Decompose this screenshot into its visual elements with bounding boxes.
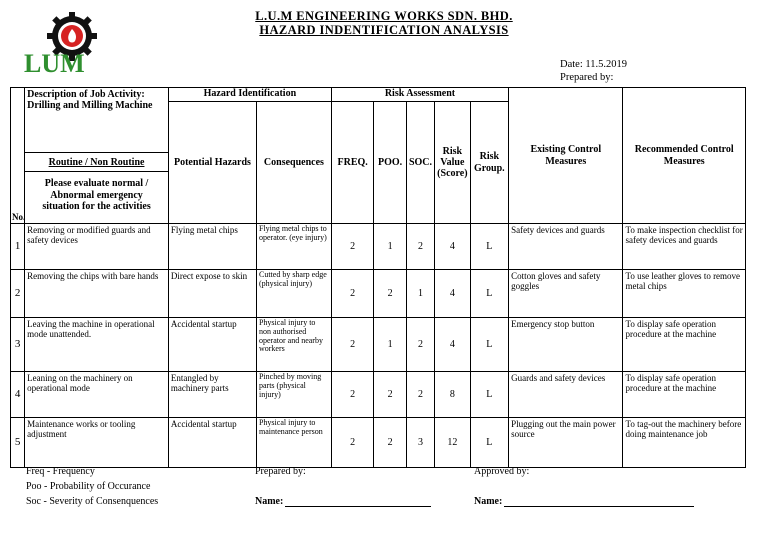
legend-soc: Soc - Severity of Consenquences [26, 496, 159, 507]
company-name: L.U.M ENGINEERING WORKS SDN. BHD. [255, 9, 513, 23]
svg-text:LUM: LUM [24, 49, 85, 76]
document-date: Date: 11.5.2019 [560, 59, 627, 70]
column-header-consequences: Consequences [256, 102, 331, 224]
freq-value: 2 [331, 372, 374, 418]
recommended-control: To tag-out the machinery before doing maintenance job [623, 418, 746, 468]
freq-value: 2 [331, 270, 374, 318]
poo-value: 1 [374, 318, 406, 372]
column-header-no: No. [11, 88, 25, 224]
column-header-risk-value: Risk Value (Score) [435, 102, 470, 224]
column-header-existing-controls: Existing Control Measures [509, 88, 623, 224]
risk-group: L [470, 224, 509, 270]
approved-name-field[interactable] [474, 496, 694, 507]
potential-hazard: Direct expose to skin [168, 270, 256, 318]
existing-control: Emergency stop button [509, 318, 623, 372]
soc-value: 2 [406, 372, 434, 418]
legend-freq: Freq - Frequency [26, 466, 95, 477]
risk-score: 4 [435, 270, 470, 318]
table-row [11, 224, 746, 270]
job-activity: Removing or modified guards and safety devices [25, 224, 169, 270]
approved-by-label: Approved by: [474, 466, 530, 477]
consequence: Physical injury to maintenance person [256, 418, 331, 468]
risk-score: 4 [435, 318, 470, 372]
signature-line [285, 497, 431, 507]
legend-poo: Poo - Probability of Occurance [26, 481, 151, 492]
routine-label: Routine / Non Routine [25, 152, 168, 172]
job-activity: Maintenance works or tooling adjustment [25, 418, 169, 468]
consequence: Pinched by moving parts (physical injury) [256, 372, 331, 418]
description-title: Description of Job Activity: Drilling and Milling Machine [27, 89, 153, 112]
risk-score: 8 [435, 372, 470, 418]
job-activity: Leaning on the machinery on operational mode [25, 372, 169, 418]
name-label: Name: [255, 496, 284, 507]
risk-score: 12 [435, 418, 470, 468]
freq-value: 2 [331, 318, 374, 372]
row-number: 1 [11, 224, 25, 270]
consequence: Cutted by sharp edge (physical injury) [256, 270, 331, 318]
recommended-control: To display safe operation procedure at the machine [623, 372, 746, 418]
column-header-soc: SOC. [406, 102, 434, 224]
document-title: HAZARD INDENTIFICATION ANALYSIS [259, 23, 509, 37]
prepared-name-field[interactable] [255, 496, 431, 507]
row-number: 2 [11, 270, 25, 318]
header-row-top [11, 88, 746, 102]
recommended-control: To make inspection checklist for safety devices and guards [623, 224, 746, 270]
column-header-risk-group: Risk Group. [470, 102, 509, 224]
freq-value: 2 [331, 224, 374, 270]
consequence: Physical injury to non authorised operator and nearby workers [256, 318, 331, 372]
job-activity: Leaving the machine in operational mode unattended. [25, 318, 169, 372]
column-header-potential-hazards: Potential Hazards [168, 102, 256, 224]
risk-group: L [470, 318, 509, 372]
column-header-recommended-controls: Recommended Control Measures [623, 88, 746, 224]
group-header-hazard-identification: Hazard Identification [168, 88, 331, 102]
potential-hazard: Flying metal chips [168, 224, 256, 270]
signature-line [504, 497, 694, 507]
soc-value: 2 [406, 318, 434, 372]
risk-group: L [470, 372, 509, 418]
group-header-risk-assessment: Risk Assessment [331, 88, 508, 102]
table-row [11, 270, 746, 318]
row-number: 5 [11, 418, 25, 468]
job-activity: Removing the chips with bare hands [25, 270, 169, 318]
recommended-control: To use leather gloves to remove metal chips [623, 270, 746, 318]
risk-group: L [470, 418, 509, 468]
evaluate-note: Please evaluate normal / Abnormal emergency situation for the activities [42, 178, 151, 212]
existing-control: Guards and safety devices [509, 372, 623, 418]
existing-control: Cotton gloves and safety goggles [509, 270, 623, 318]
prepared-by-header: Prepared by: [560, 72, 614, 83]
column-header-freq: FREQ. [331, 102, 374, 224]
consequence: Flying metal chips to operator. (eye injury) [256, 224, 331, 270]
risk-group: L [470, 270, 509, 318]
row-number: 4 [11, 372, 25, 418]
prepared-by-label: Prepared by: [255, 466, 306, 477]
recommended-control: To display safe operation procedure at the machine [623, 318, 746, 372]
soc-value: 3 [406, 418, 434, 468]
hazard-table [10, 87, 746, 468]
poo-value: 2 [374, 418, 406, 468]
row-number: 3 [11, 318, 25, 372]
table-row [11, 418, 746, 468]
poo-value: 1 [374, 224, 406, 270]
table-row [11, 318, 746, 372]
risk-score: 4 [435, 224, 470, 270]
name-label: Name: [474, 496, 503, 507]
poo-value: 2 [374, 372, 406, 418]
soc-value: 1 [406, 270, 434, 318]
existing-control: Safety devices and guards [509, 224, 623, 270]
table-row [11, 372, 746, 418]
column-header-poo: POO. [374, 102, 406, 224]
poo-value: 2 [374, 270, 406, 318]
freq-value: 2 [331, 418, 374, 468]
column-header-description [25, 88, 169, 224]
potential-hazard: Accidental startup [168, 418, 256, 468]
potential-hazard: Entangled by machinery parts [168, 372, 256, 418]
existing-control: Plugging out the main power source [509, 418, 623, 468]
soc-value: 2 [406, 224, 434, 270]
potential-hazard: Accidental startup [168, 318, 256, 372]
